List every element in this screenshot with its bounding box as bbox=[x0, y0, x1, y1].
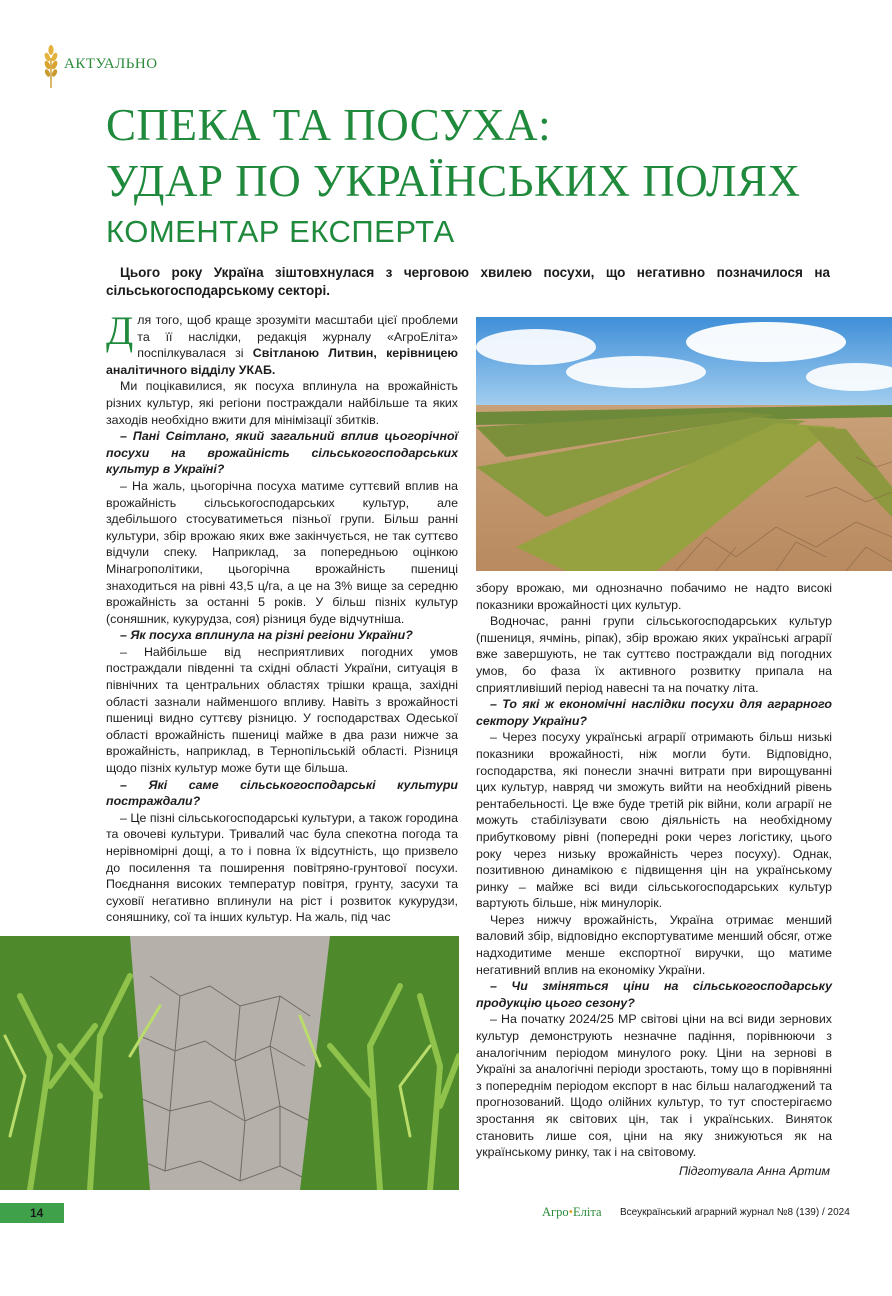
wheat-icon bbox=[42, 44, 60, 88]
expert-name: Світланою Литвин, керівницею аналітичного відділу УКАБ. bbox=[106, 346, 458, 377]
question-5: – Чи зміняться ціни на сільськогосподарську продукцію цього сезону? bbox=[476, 979, 832, 1010]
author-signature: Підготувала Анна Артим bbox=[678, 1164, 830, 1178]
answer-4: – Через посуху українські аграрії отримають більш низькі показники врожайності, ніж могли бути. Відповідно, господарства, які понесли значні витрати при вирощуванні цих культур, навряд чи зможуть вийти на необхідний рівень рентабельності. Це вже буде третій рік війни, коли аграрії не можуть стабілізувати свою діяльність на необхідному прибутковому рівні (попередні роки через логістику, цього року через низьку врожайність через посуху). Однак, позитивною динамікою є підвищення цін на українському ринку – майже всі види сільськогосподарських культур вартують більше, ніж минулорік. bbox=[476, 730, 832, 911]
brand-elita: Еліта bbox=[573, 1205, 602, 1219]
text-column-right bbox=[476, 580, 832, 1161]
answer-1: – На жаль, цьогорічна посуха матиме суттєвий вплив на врожайність сільськогосподарських культур, але здебільшого стосуватиметься пізньої групи. Більш ранні культури, збір врожаю яких вже закінчується, не так суттєво відчули спеку. Наприклад, за попередньою оцінкою Мінагрополітики, цьогорічна врожайність пшениці знаходиться на рівні 43,5 ц/га, а це на 3% вище за середню врожайність за останні 5 років. У більш пізніх культур (соняшник, кукурудза, соя) різниця буде відчутніша. bbox=[106, 478, 458, 626]
question-3: – Які саме сільськогосподарські культури постраждали? bbox=[106, 777, 458, 809]
paragraph: Водночас, ранні групи сільськогосподарських культур (пшениця, ячмінь, ріпак), збір врожаю яких українські аграрії вже завершують, не так суттєво постраждали від погодних умов, бо фаза їх активного розвитку припала на сприятливіший період навесні та на початку літа. bbox=[476, 614, 832, 695]
footer-journal-info: Всеукраїнський аграрний журнал №8 (139) / 2024 bbox=[620, 1207, 850, 1218]
answer-3-part-1: – Це пізні сільськогосподарські культури, а також городина та овочеві культури. Тривалий час була спекотна погода та нерівномірні дощі, а то і повна їх відсутність, що призвело до посилення та поширення повітряно-грунтової посухи. Поєднання високих температур повітря, грунту, засухи та суховії негативно вплинули на ріст і розвиток кукурудзи, соняшнику, сої та інших культур. На жаль, під час bbox=[106, 810, 458, 925]
lead-paragraph: Цього року Україна зіштовхнулася з черговою хвилею посухи, що негативно позначилося на сільськогосподарському секторі. bbox=[106, 265, 830, 298]
dry-soy-field-photo bbox=[476, 317, 892, 571]
paragraph: Через нижчу врожайність, Україна отримає менший валовий збір, відповідно експортуватиме менший обсяг, отже надходитиме менше експортної виручки, що матиме негативний вплив на економіку України. bbox=[476, 912, 832, 977]
article-title-line-2: УДАР ПО УКРАЇНСЬКИХ ПОЛЯХ bbox=[106, 156, 801, 206]
brand-dot-icon: • bbox=[568, 1205, 574, 1219]
question-2: – Як посуха вплинула на різні регіони України? bbox=[120, 628, 413, 643]
answer-5: – На початку 2024/25 МР світові ціни на всі види зернових культур демонструють незначне падіння, порівнюючи з аналогічним періодом минулого року. Ціни на зернові в Україні за аналогічні періоди зростають, тому що в порівнянні з попереднім періодом експорт в нас більш налагоджений та прогнозований. Щодо олійних культур, то тут спостерігаємо зростання як світових цін, так і українських. Виняток становить лише соя, ціни на яку знижуються як на українському ринку, так і на світовому. bbox=[476, 1012, 832, 1160]
intro-paragraph bbox=[106, 308, 458, 378]
paragraph: Ми поцікавилися, як посуха вплинула на врожайність різних культур, які регіони постраждали найбільше та яких заходів необхідно вжити для мінімізації збитків. bbox=[106, 379, 458, 427]
drop-cap: Д bbox=[106, 308, 134, 353]
question-1: – Пані Світлано, який загальний вплив цьогорічної посухи на врожайність сільськогосподарських культур в Україні? bbox=[106, 429, 458, 477]
text-column-left bbox=[106, 308, 458, 926]
footer-brand-logo bbox=[542, 1205, 602, 1220]
page-number: 14 bbox=[30, 1206, 44, 1220]
question-4: – То які ж економічні наслідки посухи для аграрного сектору України? bbox=[476, 697, 832, 728]
answer-3-part-2: збору врожаю, ми однозначно побачимо не надто високі показники врожайності цих культур. bbox=[476, 581, 832, 612]
dry-corn-field-photo bbox=[0, 936, 459, 1190]
intro-text: ля того, щоб краще зрозуміти масштаби цієї проблеми та її наслідки, редакція журналу «АгроЕліта» поспілкувалася зі bbox=[137, 313, 458, 361]
article-title-line-1: СПЕКА ТА ПОСУХА: bbox=[106, 100, 552, 150]
section-tag: АКТУАЛЬНО bbox=[64, 56, 158, 72]
article-subtitle: КОМЕНТАР ЕКСПЕРТА bbox=[106, 214, 455, 249]
brand-agro: Агро bbox=[542, 1205, 569, 1219]
answer-2: – Найбільше від несприятливих погодних умов постраждали південні та східні області України, ситуація в північних та центральних областях трішки краща, західні області зазнали найменшого впливу. Навіть з врожайності пшениці видно суттєву різницю. У господарствах Одеської області врожайність пшениці майже в два рази нижче за врожайність, наприклад, в Тернопільській області. Різниця щодо пізніх культур може бути ще більша. bbox=[106, 644, 458, 776]
